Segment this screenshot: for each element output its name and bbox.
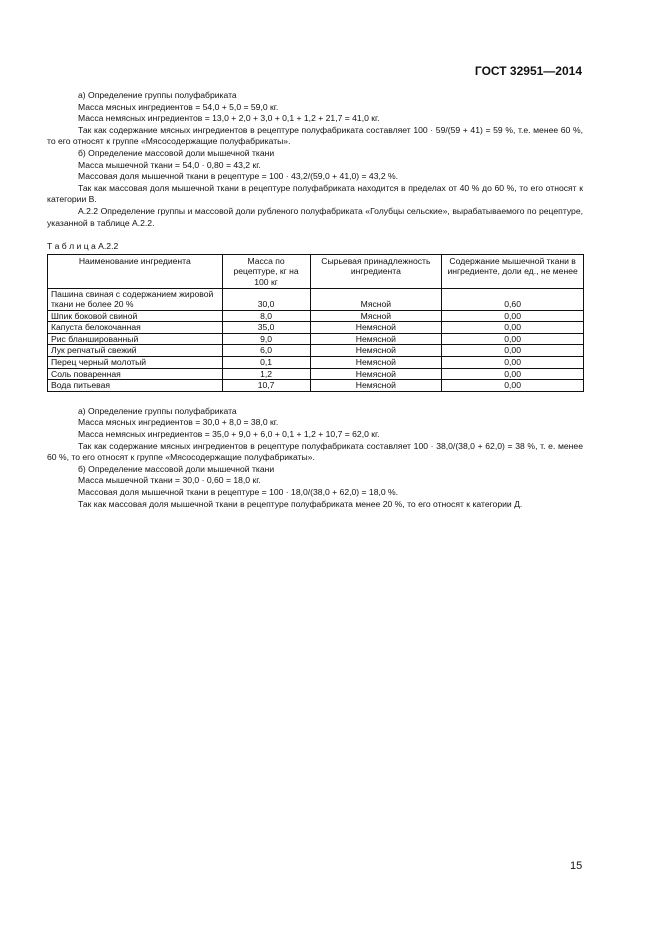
paragraph: Масса мясных ингредиентов = 30,0 + 8,0 = 38,0 кг. — [78, 417, 279, 428]
paragraph: Так как массовая доля мышечной ткани в рецептуре полуфабриката находится в пределах от 40 % до 60 %, то его относят к категории В. — [47, 182, 583, 205]
ingredient-muscle: 0,00 — [442, 368, 584, 380]
paragraph: б) Определение массовой доли мышечной ткани — [78, 463, 275, 474]
ingredient-name: Рис бланшированный — [48, 333, 223, 345]
paragraph: Так как массовая доля мышечной ткани в рецептуре полуфабриката менее 20 %, то его относят к категории Д. — [78, 498, 523, 509]
ingredient-mass: 8,0 — [222, 310, 310, 322]
ingredient-mass: 10,7 — [222, 380, 310, 392]
ingredient-mass: 1,2 — [222, 368, 310, 380]
ingredient-name: Перец черный молотый — [48, 357, 223, 369]
header-cell: Масса по рецептуре, кг на 100 кг — [222, 254, 310, 288]
ingredient-type: Немясной — [310, 357, 442, 369]
paragraph: Масса мышечной ткани = 54,0 · 0,80 = 43,2 кг. — [78, 159, 261, 170]
ingredient-mass: 9,0 — [222, 333, 310, 345]
paragraph: Масса немясных ингредиентов = 13,0 + 2,0 + 3,0 + 0,1 + 1,2 + 21,7 = 41,0 кг. — [78, 113, 380, 124]
page-number: 15 — [570, 860, 583, 872]
header-cell: Сырьевая принадлежность ингредиента — [310, 254, 442, 288]
ingredient-mass: 35,0 — [222, 322, 310, 334]
ingredient-muscle: 0,60 — [442, 288, 584, 310]
paragraph: Так как содержание мясных ингредиентов в рецептуре полуфабриката составляет 100 · 59/(59 + 41) = 59 %, т.е. менее 60 %, то его относят к группе «Мясосодержащие полуфабрикаты». — [47, 124, 583, 147]
ingredient-muscle: 0,00 — [442, 333, 584, 345]
paragraph: А.2.2 Определение группы и массовой доли рубленого полуфабриката «Голубцы сельские», вырабатываемого по рецептуре, указанной в таблице А.2.2. — [47, 205, 583, 228]
paragraph: Масса мышечной ткани = 30,0 · 0,60 = 18,0 кг. — [78, 475, 261, 486]
ingredient-muscle: 0,00 — [442, 322, 584, 334]
ingredient-mass: 30,0 — [222, 288, 310, 310]
ingredient-type: Мясной — [310, 288, 442, 310]
ingredient-muscle: 0,00 — [442, 380, 584, 392]
header-cell: Содержание мышечной ткани в ингредиенте, доли ед., не менее — [442, 254, 584, 288]
paragraph: Массовая доля мышечной ткани в рецептуре = 100 · 43,2/(59,0 + 41,0) = 43,2 %. — [78, 171, 399, 182]
table-row — [48, 310, 584, 322]
table-header-row — [48, 254, 584, 288]
ingredient-type: Немясной — [310, 368, 442, 380]
ingredient-name: Вода питьевая — [48, 380, 223, 392]
paragraph: Массовая доля мышечной ткани в рецептуре = 100 · 18,0/(38,0 + 62,0) = 18,0 %. — [78, 487, 399, 497]
table-row — [48, 357, 584, 369]
table-row — [48, 380, 584, 392]
table-row — [48, 368, 584, 380]
table-row — [48, 322, 584, 334]
ingredient-type: Мясной — [310, 310, 442, 322]
table-row — [48, 333, 584, 345]
ingredient-muscle: 0,00 — [442, 310, 584, 322]
paragraph: а) Определение группы полуфабриката — [78, 405, 237, 416]
ingredient-name: Соль поваренная — [48, 368, 223, 380]
table-caption: Т а б л и ц а А.2.2 — [47, 241, 119, 252]
ingredient-name: Шпик боковой свиной — [48, 310, 223, 322]
ingredient-muscle: 0,00 — [442, 357, 584, 369]
ingredient-mass: 6,0 — [222, 345, 310, 357]
paragraph: Масса немясных ингредиентов = 35,0 + 9,0 + 6,0 + 0,1 + 1,2 + 10,7 = 62,0 кг. — [78, 429, 380, 440]
ingredient-name: Пашина свиная с содержанием жировой ткани не более 20 % — [48, 288, 223, 310]
table-row — [48, 288, 584, 310]
paragraph: а) Определение группы полуфабриката — [78, 90, 237, 100]
document-id: ГОСТ 32951—2014 — [474, 64, 582, 78]
table-row — [48, 345, 584, 357]
ingredient-type: Немясной — [310, 322, 442, 334]
spacer — [47, 392, 583, 406]
ingredient-name: Капуста белокочанная — [48, 322, 223, 334]
ingredient-mass: 0,1 — [222, 357, 310, 369]
ingredient-muscle: 0,00 — [442, 345, 584, 357]
ingredient-name: Лук репчатый свежий — [48, 345, 223, 357]
paragraph: Масса мясных ингредиентов = 54,0 + 5,0 = 59,0 кг. — [78, 101, 279, 112]
paragraph: б) Определение массовой доли мышечной ткани — [78, 147, 275, 158]
ingredients-table — [47, 254, 584, 392]
ingredient-type: Немясной — [310, 333, 442, 345]
ingredient-type: Немясной — [310, 345, 442, 357]
ingredient-type: Немясной — [310, 380, 442, 392]
page-content — [47, 90, 583, 510]
header-cell: Наименование ингредиента — [48, 254, 223, 288]
paragraph: Так как содержание мясных ингредиентов в рецептуре полуфабриката составляет 100 · 38,0/(38,0 + 62,0) = 38 %, т. е. менее 60 %, то его относят к группе «Мясосодержащие полуфабрикаты». — [47, 440, 583, 463]
